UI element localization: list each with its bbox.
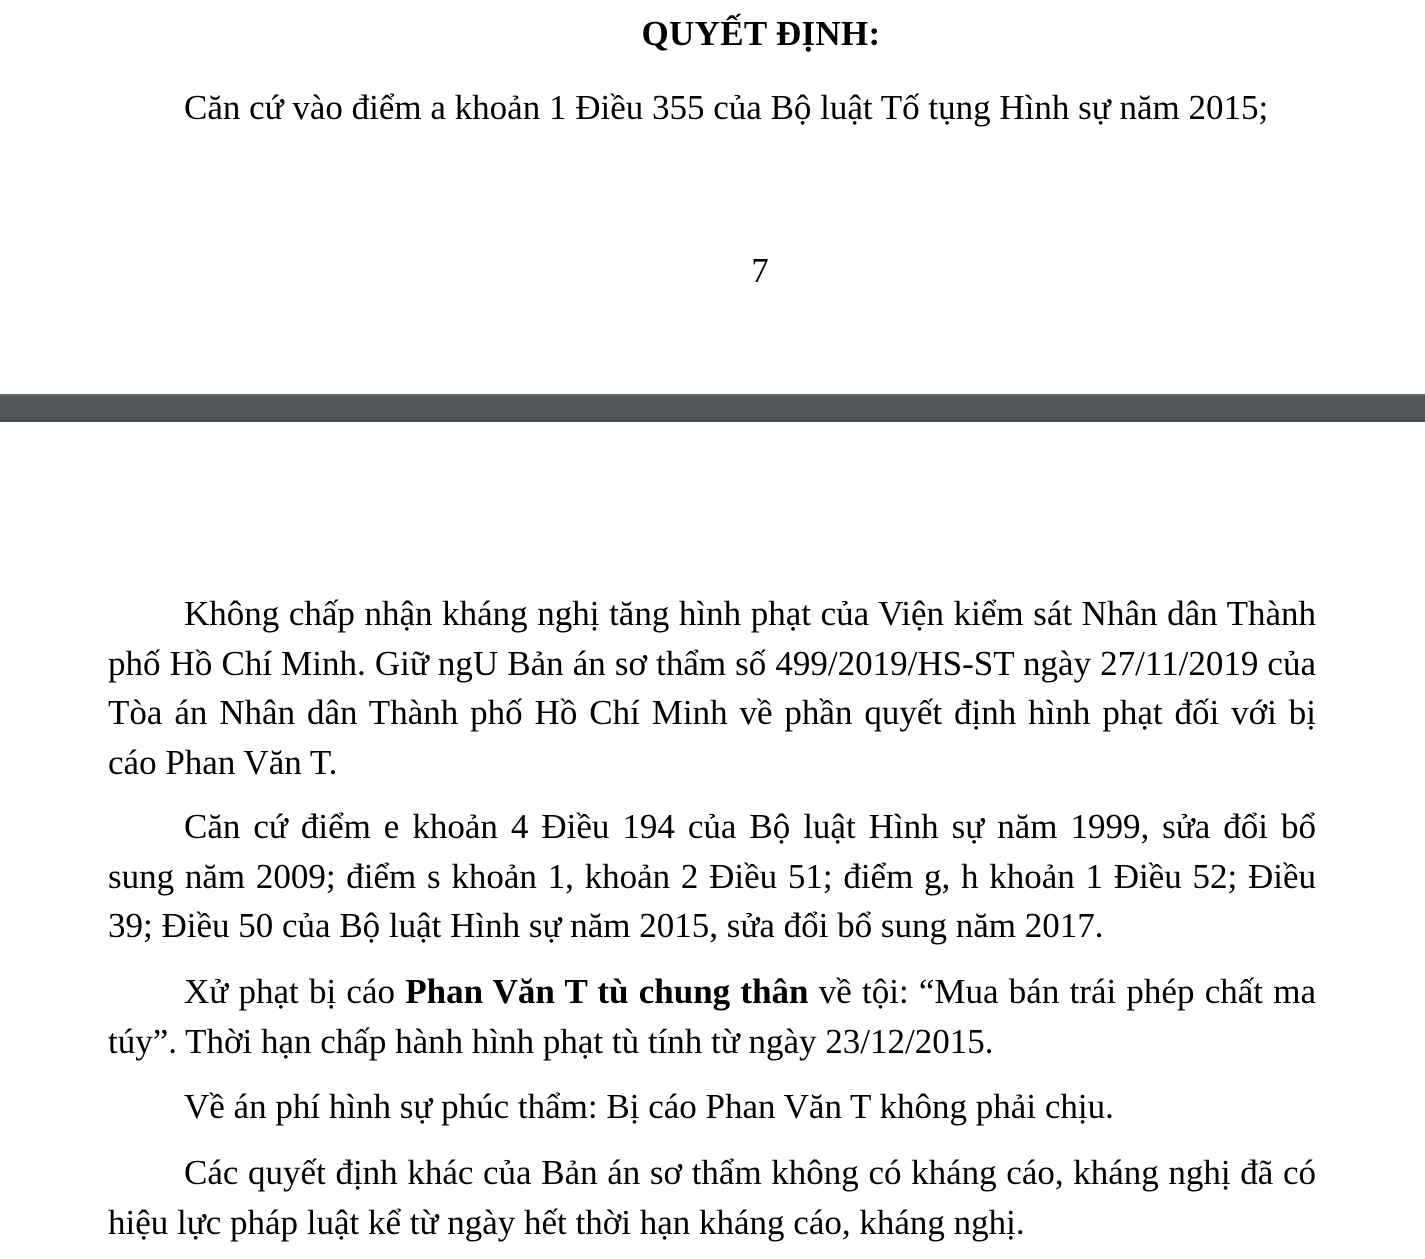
sentence-text-before: Xử phạt bị cáo [184,972,406,1011]
page-separator [0,394,1425,422]
decision-paragraph-effect: Các quyết định khác của Bản án sơ thẩm không có kháng cáo, kháng nghị đã có hiệu lực pháp luật kể từ ngày hết thời hạn kháng cáo, kháng nghị. [108,1153,1316,1242]
legal-basis-paragraph: Căn cứ vào điểm a khoản 1 Điều 355 của Bộ luật Tố tụng Hình sự năm 2015; [184,88,1269,127]
sentence-text-after: về tội: “Mua bán trái phép chất ma túy”. Thời hạn chấp hành hình phạt tù tính từ ngày 23/12/2015. [108,972,1316,1061]
document-page-top [0,0,1425,394]
decision-paragraph-appeal: Không chấp nhận kháng nghị tăng hình phạt của Viện kiểm sát Nhân dân Thành phố Hồ Chí Minh. Giữ ngU Bản án sơ thẩm số 499/2019/HS-ST ngày 27/11/2019 của Tòa án Nhân dân Thành phố Hồ Chí Minh về phần quyết định hình phạt đối với bị cáo Phan Văn T. [108,594,1316,782]
sentence-text-bold: Phan Văn T tù chung thân [405,972,809,1011]
decision-paragraph-legal-basis: Căn cứ điểm e khoản 4 Điều 194 của Bộ luật Hình sự năm 1999, sửa đổi bổ sung năm 2009; điểm s khoản 1, khoản 2 Điều 51; điểm g, h khoản 1 Điều 52; Điều 39; Điều 50 của Bộ luật Hình sự năm 2015, sửa đổi bổ sung năm 2017. [108,807,1316,945]
decision-paragraph-sentence [108,967,1316,1066]
document-page-bottom [0,422,1425,1259]
decision-heading: QUYẾT ĐỊNH: [641,14,881,53]
page-number: 7 [751,251,769,290]
decision-paragraph-court-fee: Về án phí hình sự phúc thẩm: Bị cáo Phan Văn T không phải chịu. [184,1087,1114,1126]
